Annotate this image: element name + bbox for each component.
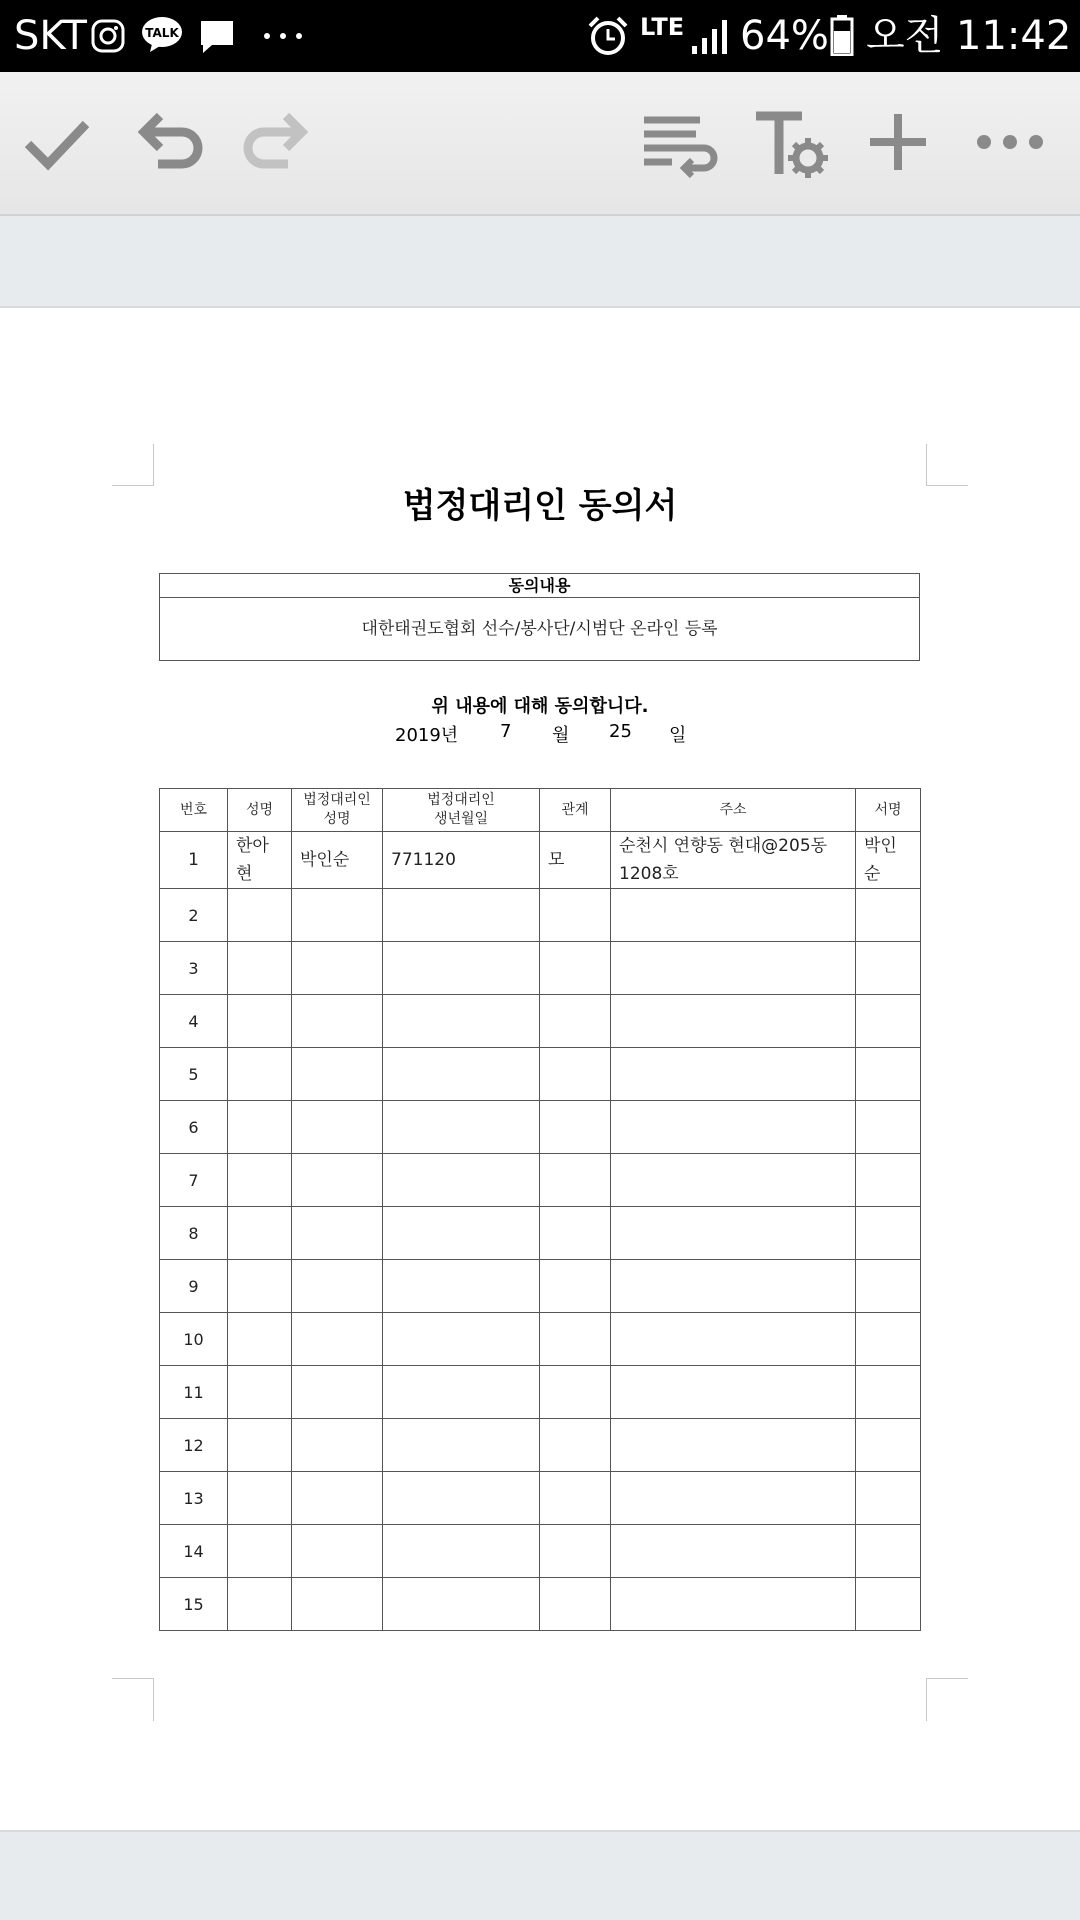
cell-name[interactable] xyxy=(228,1525,292,1578)
header-line: 관계 xyxy=(561,801,589,818)
cell-rep-birth[interactable] xyxy=(383,1207,540,1260)
text-settings-icon xyxy=(742,94,838,190)
table-row[interactable] xyxy=(160,1207,921,1260)
cell-rep-birth[interactable] xyxy=(383,1101,540,1154)
cell-name[interactable] xyxy=(228,1419,292,1472)
consent-body: 대한태권도협회 선수/봉사단/시범단 온라인 등록 xyxy=(361,619,718,639)
cell-no[interactable]: 9 xyxy=(160,1260,228,1313)
cell-no[interactable]: 6 xyxy=(160,1101,228,1154)
cell-signature[interactable] xyxy=(856,1313,921,1366)
undo-icon xyxy=(122,94,218,190)
cell-rep-birth[interactable] xyxy=(383,1313,540,1366)
battery-percent: 64% xyxy=(740,13,829,59)
header-relation xyxy=(540,789,611,832)
cell-line: 한아 xyxy=(236,836,269,856)
table-row[interactable] xyxy=(160,1048,921,1101)
table-row[interactable] xyxy=(160,995,921,1048)
cell-rep-name[interactable] xyxy=(292,1366,383,1419)
cell-no[interactable]: 5 xyxy=(160,1048,228,1101)
cell-line: 현 xyxy=(236,864,253,884)
table-row[interactable] xyxy=(160,1419,921,1472)
cell-no[interactable]: 2 xyxy=(160,889,228,942)
cell-no[interactable]: 12 xyxy=(160,1419,228,1472)
message-icon xyxy=(198,18,236,56)
cell-name[interactable] xyxy=(228,1313,292,1366)
cell-rep-birth[interactable]: 771120 xyxy=(383,832,540,889)
kakaotalk-icon xyxy=(140,14,184,54)
cell-signature[interactable] xyxy=(856,995,921,1048)
cell-relation[interactable] xyxy=(540,1048,611,1101)
header-rep-name xyxy=(292,789,383,832)
redo-icon xyxy=(228,94,324,190)
date-month-label: 월 xyxy=(552,725,570,746)
table-row[interactable] xyxy=(160,889,921,942)
cell-signature[interactable] xyxy=(856,889,921,942)
date-month: 7 xyxy=(500,721,512,742)
cell-rep-birth[interactable] xyxy=(383,1419,540,1472)
cell-relation[interactable] xyxy=(540,1101,611,1154)
consent-box xyxy=(159,573,920,661)
cell-relation[interactable] xyxy=(540,1154,611,1207)
cell-signature[interactable] xyxy=(856,1578,921,1631)
cell-rep-name[interactable] xyxy=(292,1419,383,1472)
cell-relation[interactable] xyxy=(540,1525,611,1578)
cell-rep-birth[interactable] xyxy=(383,1260,540,1313)
cell-name[interactable] xyxy=(228,1154,292,1207)
table-body xyxy=(160,832,921,1631)
clock: 오전 11:42 xyxy=(866,13,1072,59)
crop-mark xyxy=(926,1678,968,1679)
cell-name[interactable] xyxy=(228,889,292,942)
table-row[interactable] xyxy=(160,1525,921,1578)
cell-rep-name[interactable] xyxy=(292,995,383,1048)
header-address xyxy=(611,789,856,832)
cell-line: 1208호 xyxy=(619,864,679,884)
cell-rep-name[interactable] xyxy=(292,1313,383,1366)
crop-mark xyxy=(926,1679,927,1721)
header-line: 주소 xyxy=(719,801,747,818)
cell-relation[interactable] xyxy=(540,1260,611,1313)
table-row[interactable] xyxy=(160,1472,921,1525)
cell-name[interactable] xyxy=(228,1048,292,1101)
header-line: 번호 xyxy=(179,801,208,818)
cell-relation[interactable] xyxy=(540,1578,611,1631)
consent-header: 동의내용 xyxy=(160,574,919,598)
cell-line: 박인 xyxy=(864,836,897,856)
cell-rep-name[interactable] xyxy=(292,1154,383,1207)
date-year: 2019년 xyxy=(395,725,459,746)
cell-relation[interactable] xyxy=(540,1472,611,1525)
header-line: 법정대리인 xyxy=(303,792,371,808)
table-header-row xyxy=(160,789,921,832)
header-line: 법정대리인 xyxy=(427,792,495,808)
table-row[interactable] xyxy=(160,1313,921,1366)
text-wrap-button[interactable] xyxy=(630,94,726,190)
cell-relation[interactable] xyxy=(540,995,611,1048)
header-name xyxy=(228,789,292,832)
cell-no[interactable]: 3 xyxy=(160,942,228,995)
cell-rep-birth[interactable] xyxy=(383,942,540,995)
cell-rep-name[interactable] xyxy=(292,889,383,942)
date-day-label: 일 xyxy=(669,725,687,746)
cell-relation[interactable] xyxy=(540,1313,611,1366)
cell-name[interactable] xyxy=(228,1366,292,1419)
table-row[interactable] xyxy=(160,832,921,889)
cell-rep-birth[interactable] xyxy=(383,1366,540,1419)
cell-signature[interactable] xyxy=(856,832,921,889)
cell-rep-birth[interactable] xyxy=(383,1048,540,1101)
carrier-label: SKT xyxy=(14,13,87,59)
cell-relation[interactable]: 모 xyxy=(540,832,611,889)
table-row[interactable] xyxy=(160,1101,921,1154)
cell-signature[interactable] xyxy=(856,1154,921,1207)
header-line: 서명 xyxy=(874,801,902,818)
cell-address[interactable] xyxy=(611,1419,856,1472)
cell-no[interactable]: 15 xyxy=(160,1578,228,1631)
cell-relation[interactable] xyxy=(540,942,611,995)
cell-rep-name[interactable] xyxy=(292,1101,383,1154)
more-icon xyxy=(962,94,1058,190)
table-row[interactable] xyxy=(160,1366,921,1419)
cell-rep-name[interactable] xyxy=(292,1260,383,1313)
cell-rep-name[interactable] xyxy=(292,1472,383,1525)
instagram-icon xyxy=(90,18,126,54)
cell-address[interactable] xyxy=(611,1101,856,1154)
battery-icon xyxy=(830,14,854,56)
confirm-button[interactable] xyxy=(8,94,104,190)
check-icon xyxy=(8,94,104,190)
signal-icon xyxy=(690,18,732,56)
status-bar xyxy=(0,0,1080,72)
cell-relation[interactable] xyxy=(540,1207,611,1260)
document-title: 법정대리인 동의서 xyxy=(402,486,678,526)
cell-rep-birth[interactable] xyxy=(383,1154,540,1207)
alarm-icon xyxy=(586,14,630,58)
cell-no[interactable]: 13 xyxy=(160,1472,228,1525)
cell-line: 순천시 연향동 현대@205동 xyxy=(619,836,828,856)
cell-address[interactable] xyxy=(611,1578,856,1631)
cell-no[interactable]: 8 xyxy=(160,1207,228,1260)
cell-name[interactable] xyxy=(228,995,292,1048)
cell-signature[interactable] xyxy=(856,1366,921,1419)
header-no xyxy=(160,789,228,832)
cell-name[interactable] xyxy=(228,1260,292,1313)
cell-signature[interactable] xyxy=(856,1101,921,1154)
add-button[interactable] xyxy=(850,94,946,190)
header-line: 성명 xyxy=(245,801,274,818)
cell-name[interactable] xyxy=(228,1472,292,1525)
header-rep-birth xyxy=(383,789,540,832)
cell-address[interactable] xyxy=(611,1472,856,1525)
cell-relation[interactable] xyxy=(540,1419,611,1472)
cell-rep-birth[interactable] xyxy=(383,995,540,1048)
cell-relation[interactable] xyxy=(540,889,611,942)
header-line: 성명 xyxy=(323,811,351,827)
cell-rep-name[interactable]: 박인순 xyxy=(292,832,383,889)
redo-button[interactable] xyxy=(228,94,324,190)
cell-address[interactable] xyxy=(611,1260,856,1313)
cell-address[interactable] xyxy=(611,1048,856,1101)
cell-address[interactable] xyxy=(611,889,856,942)
cell-address[interactable] xyxy=(611,1313,856,1366)
cell-address[interactable] xyxy=(611,1154,856,1207)
cell-address[interactable] xyxy=(611,832,856,889)
cell-rep-birth[interactable] xyxy=(383,1525,540,1578)
svg-text:TALK: TALK xyxy=(145,26,179,40)
cell-rep-birth[interactable] xyxy=(383,1578,540,1631)
cell-no[interactable]: 4 xyxy=(160,995,228,1048)
cell-address[interactable] xyxy=(611,1366,856,1419)
cell-no[interactable]: 1 xyxy=(160,832,228,889)
cell-rep-name[interactable] xyxy=(292,1048,383,1101)
network-label: LTE xyxy=(640,13,685,41)
cell-rep-name[interactable] xyxy=(292,1207,383,1260)
cell-address[interactable] xyxy=(611,1207,856,1260)
cell-signature[interactable] xyxy=(856,1048,921,1101)
crop-mark xyxy=(112,1678,154,1679)
cell-rep-name[interactable] xyxy=(292,1578,383,1631)
cell-rep-birth[interactable] xyxy=(383,889,540,942)
cell-signature[interactable] xyxy=(856,1207,921,1260)
agree-statement: 위 내용에 대해 동의합니다. xyxy=(431,696,649,717)
cell-relation[interactable] xyxy=(540,1366,611,1419)
table-row[interactable] xyxy=(160,1260,921,1313)
cell-no[interactable]: 10 xyxy=(160,1313,228,1366)
cell-name[interactable] xyxy=(228,1578,292,1631)
cell-signature[interactable] xyxy=(856,1525,921,1578)
crop-mark xyxy=(153,1679,154,1721)
cell-name[interactable] xyxy=(228,942,292,995)
add-icon xyxy=(850,94,946,190)
cell-name[interactable] xyxy=(228,832,292,889)
cell-rep-name[interactable] xyxy=(292,1525,383,1578)
text-settings-button[interactable] xyxy=(742,94,838,190)
cell-no[interactable]: 7 xyxy=(160,1154,228,1207)
more-button[interactable] xyxy=(962,94,1058,190)
table-row[interactable] xyxy=(160,1578,921,1631)
cell-no[interactable]: 11 xyxy=(160,1366,228,1419)
cell-rep-birth[interactable] xyxy=(383,1472,540,1525)
representative-table xyxy=(159,788,921,1631)
cell-address[interactable] xyxy=(611,942,856,995)
header-line: 생년월일 xyxy=(433,811,489,827)
text-wrap-icon xyxy=(630,94,726,190)
more-notifications-icon xyxy=(262,30,304,42)
table-row[interactable] xyxy=(160,942,921,995)
cell-signature[interactable] xyxy=(856,1419,921,1472)
cell-line: 순 xyxy=(864,864,881,884)
cell-name[interactable] xyxy=(228,1101,292,1154)
cell-no[interactable]: 14 xyxy=(160,1525,228,1578)
cell-signature[interactable] xyxy=(856,1472,921,1525)
undo-button[interactable] xyxy=(122,94,218,190)
header-signature xyxy=(856,789,921,832)
cell-name[interactable] xyxy=(228,1207,292,1260)
cell-rep-name[interactable] xyxy=(292,942,383,995)
table-row[interactable] xyxy=(160,1154,921,1207)
date-day: 25 xyxy=(609,721,632,742)
cell-signature[interactable] xyxy=(856,1260,921,1313)
cell-address[interactable] xyxy=(611,995,856,1048)
editor-toolbar xyxy=(0,72,1080,216)
cell-address[interactable] xyxy=(611,1525,856,1578)
cell-signature[interactable] xyxy=(856,942,921,995)
